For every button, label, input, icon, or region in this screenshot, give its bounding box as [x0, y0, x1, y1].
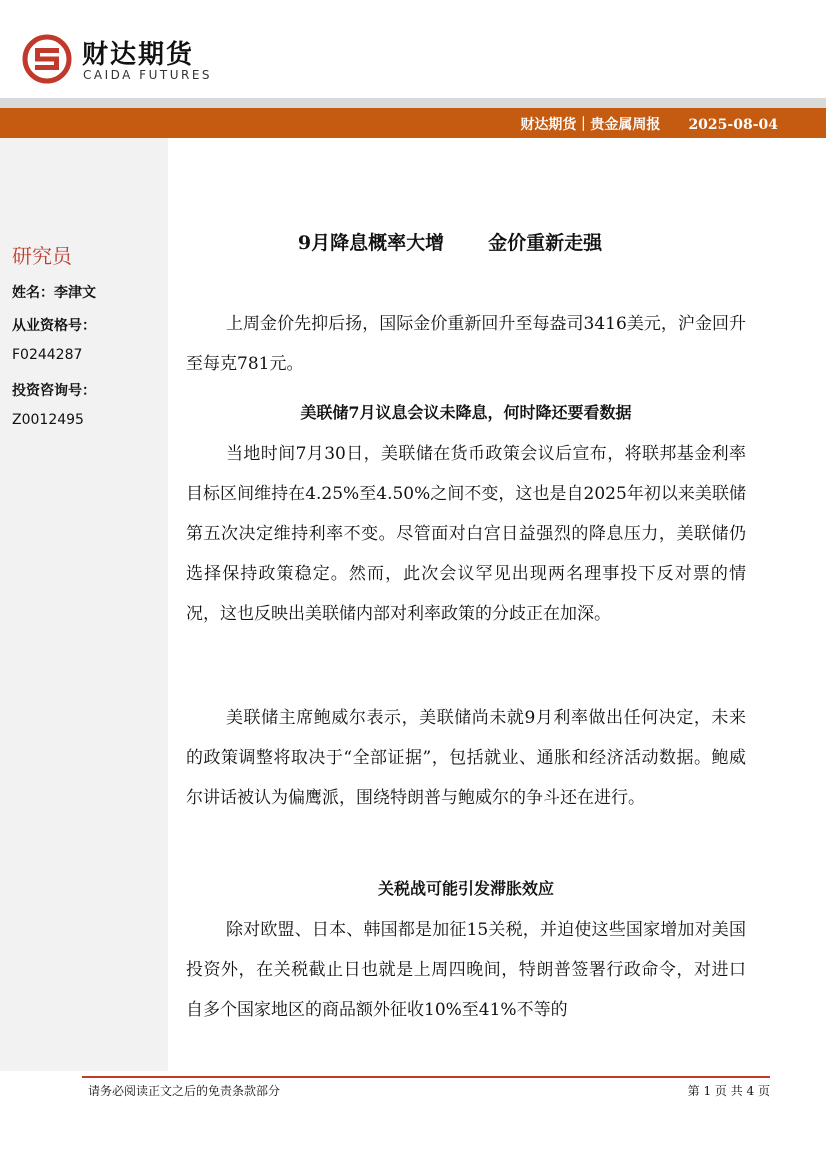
- report-title-part1: 9月降息概率大增: [297, 232, 445, 254]
- fed-paragraph-2: 美联储主席鲍威尔表示，美联储尚未就9月利率做出任何决定，未来的政策调整将取决于“全部证据”，包括就业、通胀和经济活动数据。鲍威尔讲话被认为偏鹰派，围绕特朗普与鲍威尔的争斗还在进行。: [186, 708, 746, 808]
- report-title-part2: 金价重新走强: [488, 232, 603, 254]
- logo-name-cn: 财达期货: [82, 40, 195, 70]
- header-divider: [0, 98, 826, 108]
- header-text: [520, 114, 778, 134]
- footer-disclaimer: 请务必阅读正文之后的免责条款部分: [88, 1084, 281, 1098]
- fed-paragraph-1: 当地时间7月30日，美联储在货币政策会议后宣布，将联邦基金利率目标区间维持在4.25%至4.50%之间不变，这也是自2025年初以来美联储第五次决定维持利率不变。尽管面对白宫日益强烈的降息压力，美联储仍选择保持政策稳定。然而，此次会议罕见出现两名理事投下反对票的情况，这也反映出美联储内部对利率政策的分歧正在加深。: [186, 444, 746, 624]
- report-title: [190, 228, 710, 255]
- qualification-code: F0244287: [12, 347, 83, 363]
- intro-paragraph: 上周金价先抑后扬，国际金价重新回升至每盎司3416美元，沪金回升至每克781元。: [186, 314, 746, 374]
- investment-consult-label: 投资咨询号：: [12, 383, 96, 399]
- investment-consult-code: Z0012495: [12, 412, 84, 428]
- footer-divider: [82, 1076, 770, 1078]
- page-number: 第 1 页 共 4 页: [687, 1084, 770, 1098]
- tariff-paragraph-1: 除对欧盟、日本、韩国都是加征15关税，并迫使这些国家增加对美国投资外，在关税截止日也就是上周四晚间，特朗普签署行政命令，对进口自多个国家地区的商品额外征收10%至41%不等的: [186, 920, 746, 1020]
- analyst-name: 姓名：李津文: [12, 285, 96, 301]
- report-date: 2025-08-04: [688, 117, 778, 133]
- analyst-sidebar: [0, 138, 168, 1071]
- report-series-title: 财达期货｜贵金属周报: [520, 117, 661, 133]
- qualification-label: 从业资格号：: [12, 318, 96, 334]
- section-heading-tariff: 关税战可能引发滞胀效应: [377, 879, 554, 898]
- logo-name-en: CAIDA FUTURES: [83, 68, 213, 82]
- caida-logo-icon: [22, 34, 72, 84]
- sidebar-heading: 研究员: [12, 244, 72, 268]
- company-logo: [22, 30, 222, 88]
- section-heading-fed: 美联储7月议息会议未降息，何时降还要看数据: [300, 403, 632, 422]
